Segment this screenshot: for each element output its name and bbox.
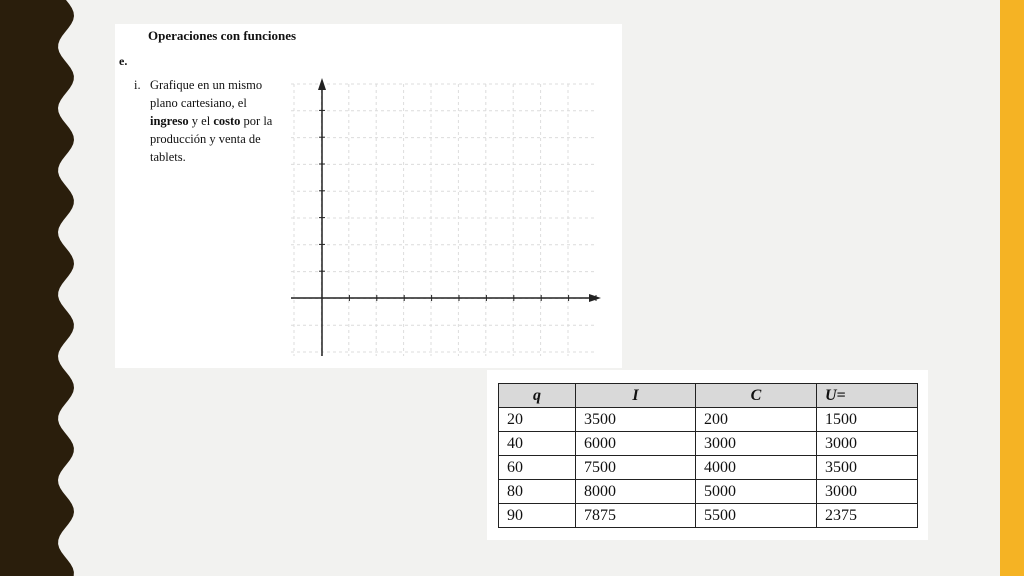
keyword-costo: costo (213, 114, 241, 128)
keyword-ingreso: ingreso (150, 114, 189, 128)
data-table (498, 383, 918, 528)
cell: 3500 (817, 456, 918, 480)
cell: 40 (499, 432, 576, 456)
table-row (499, 408, 918, 432)
item-label: e. (119, 54, 128, 68)
wavy-left-band (0, 0, 80, 576)
cell: 5000 (696, 480, 817, 504)
instruction-number: i. (134, 78, 141, 92)
cartesian-plane (291, 76, 603, 360)
cell: 7500 (576, 456, 696, 480)
header-c: C (696, 384, 817, 408)
worksheet-image (115, 24, 622, 368)
cell: 2375 (817, 504, 918, 528)
cell: 20 (499, 408, 576, 432)
cell: 60 (499, 456, 576, 480)
y-axis-arrow (318, 78, 326, 90)
cell: 1500 (817, 408, 918, 432)
cell: 200 (696, 408, 817, 432)
cell: 6000 (576, 432, 696, 456)
data-table-image (487, 370, 928, 540)
table-header-row (499, 384, 918, 408)
table-row (499, 504, 918, 528)
header-i: I (576, 384, 696, 408)
worksheet-title: Operaciones con funciones (148, 28, 297, 43)
header-u: U= (817, 384, 918, 408)
table-row (499, 480, 918, 504)
right-accent-band (1000, 0, 1024, 576)
axis-ticks (319, 110, 596, 301)
table-row (499, 432, 918, 456)
cell: 3000 (817, 432, 918, 456)
instruction-text: i. Grafique en un mismo plano cartesiano, el ingreso y el costo por la producción y venta de tablets. (134, 78, 273, 164)
x-axis-arrow (589, 294, 601, 302)
cell: 7875 (576, 504, 696, 528)
cell: 4000 (696, 456, 817, 480)
cell: 3500 (576, 408, 696, 432)
cell: 8000 (576, 480, 696, 504)
header-q: q (499, 384, 576, 408)
cell: 5500 (696, 504, 817, 528)
cell: 3000 (696, 432, 817, 456)
grid-lines (291, 84, 595, 356)
cell: 80 (499, 480, 576, 504)
cell: 90 (499, 504, 576, 528)
cell: 3000 (817, 480, 918, 504)
table-row (499, 456, 918, 480)
